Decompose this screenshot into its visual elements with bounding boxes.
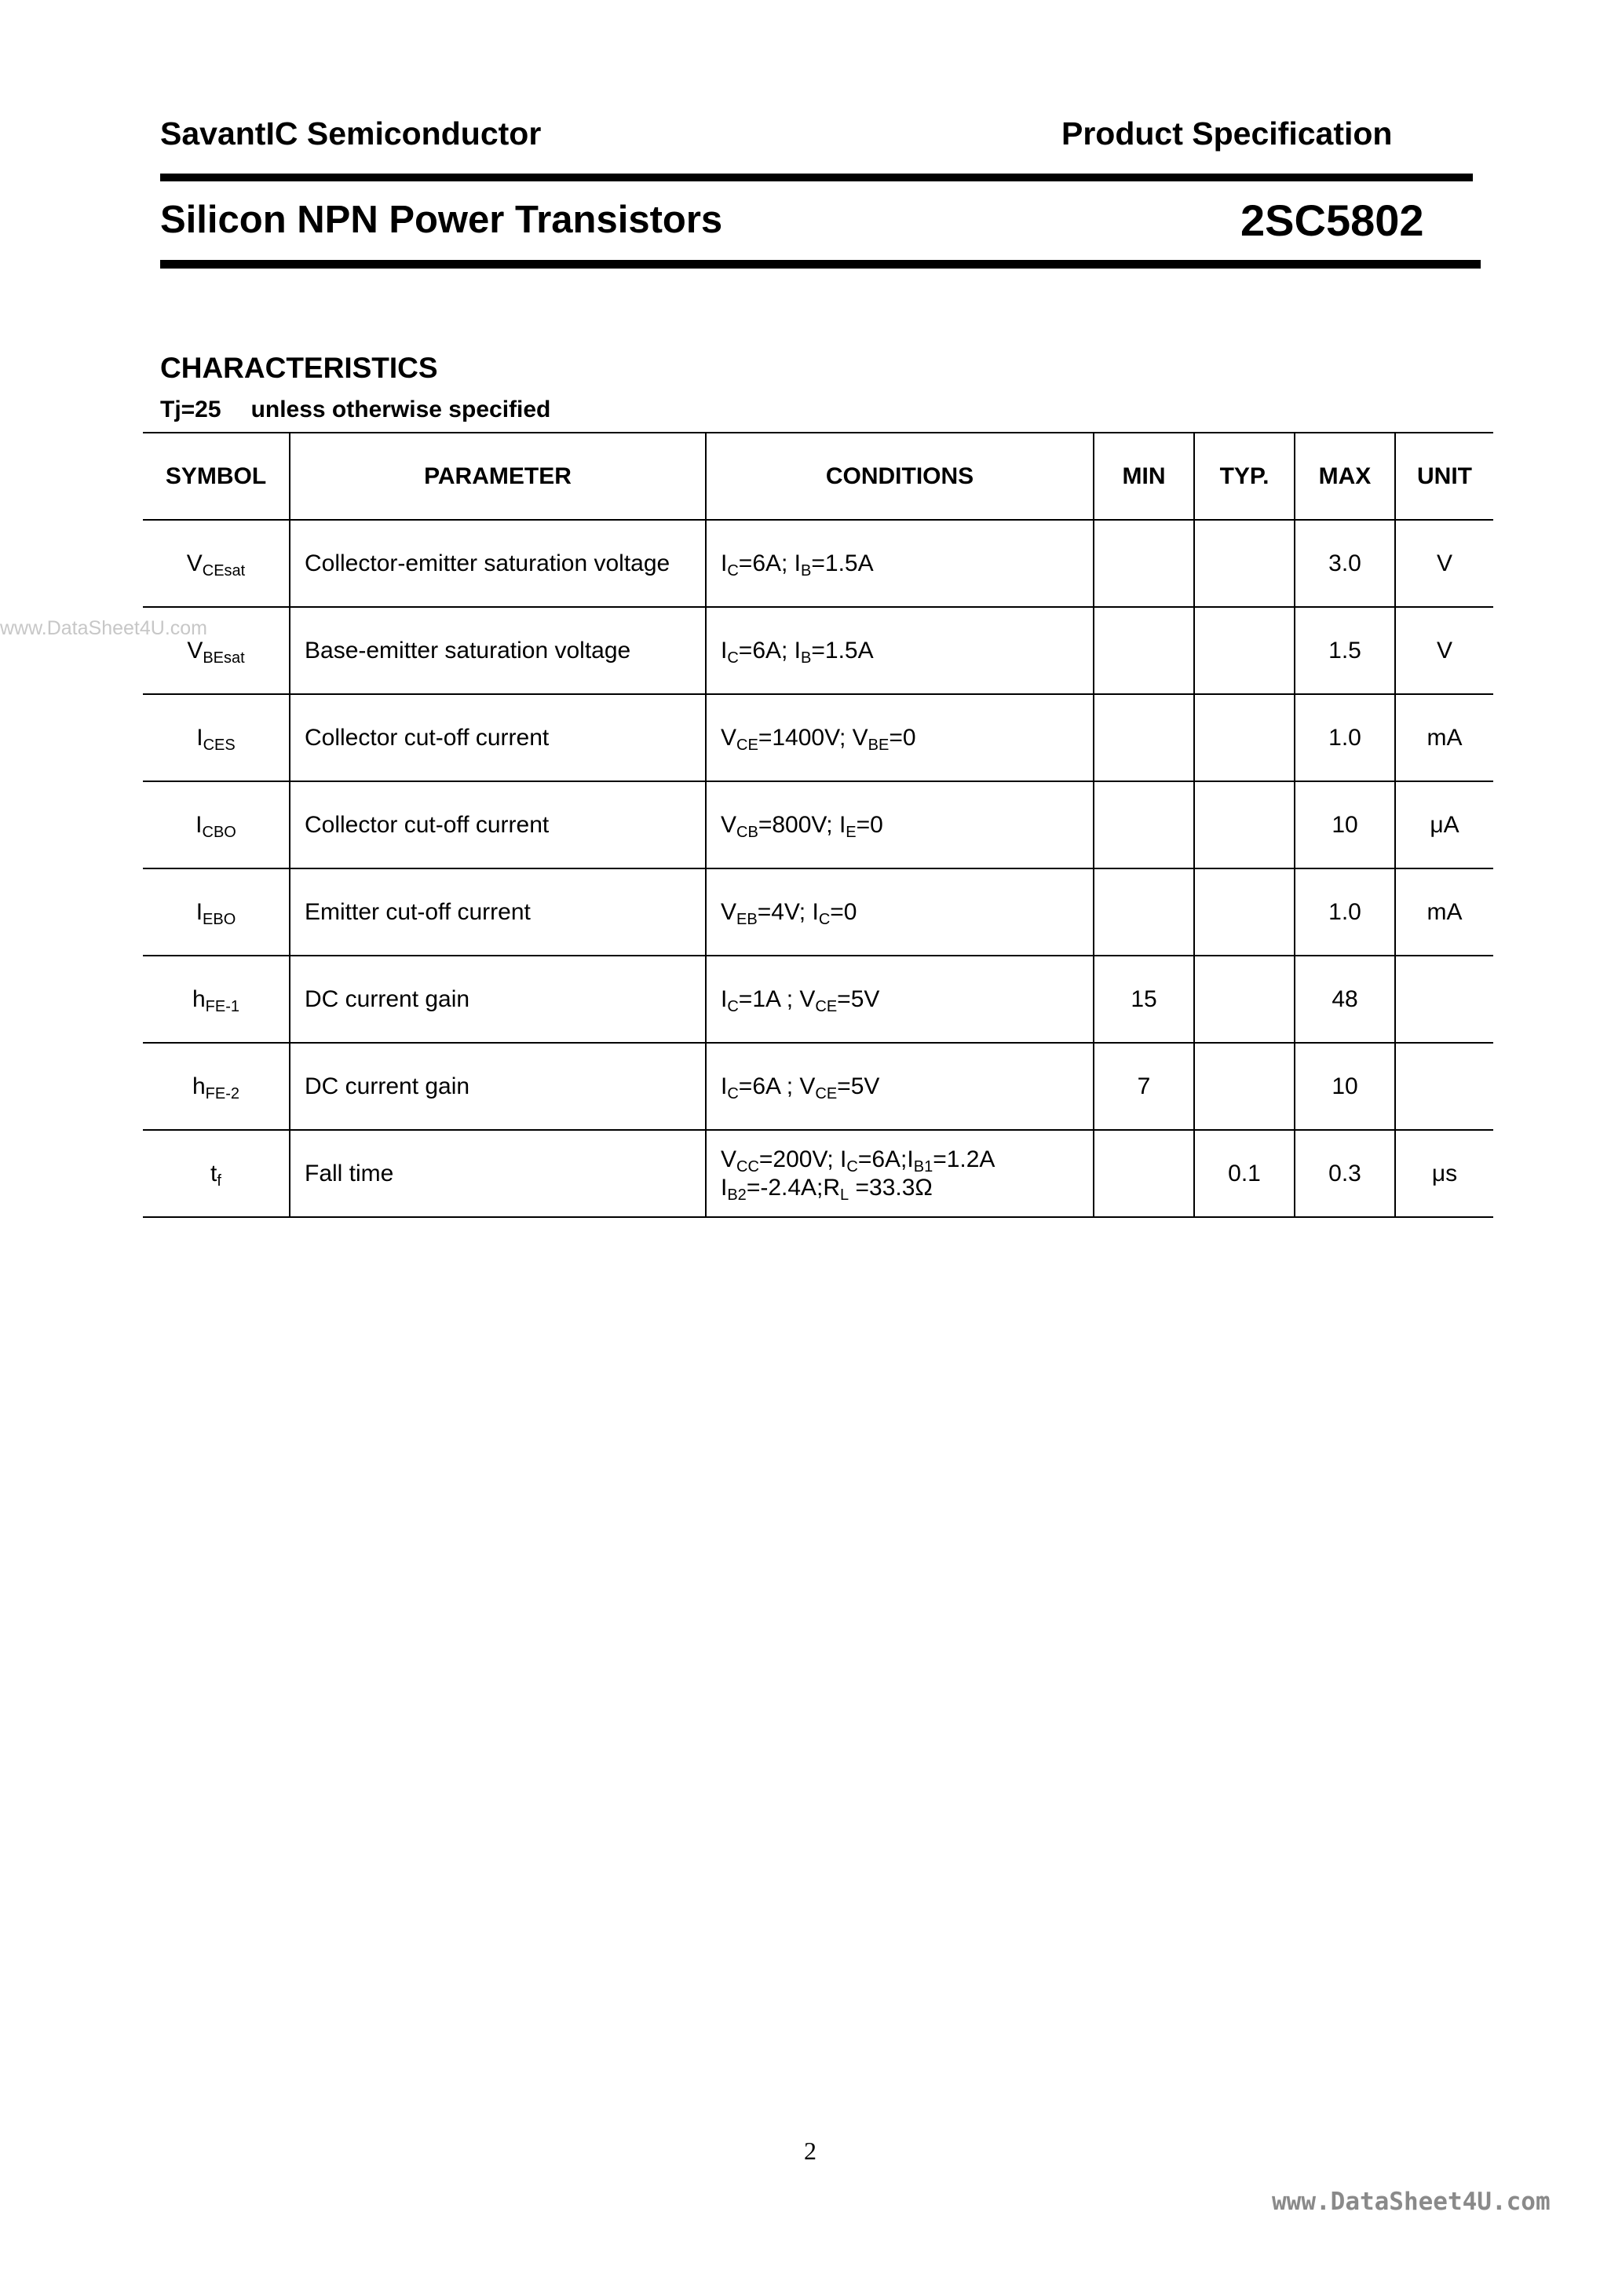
header-rule-bottom <box>160 260 1481 269</box>
header-symbol: SYMBOL <box>143 433 290 520</box>
unit-cell <box>1395 1043 1493 1130</box>
parameter-cell: Collector cut-off current <box>290 781 706 868</box>
header-rule-top <box>160 174 1473 181</box>
part-number: 2SC5802 <box>1240 196 1424 245</box>
max-cell: 1.0 <box>1295 694 1395 781</box>
header-unit: UNIT <box>1395 433 1493 520</box>
parameter-cell: Fall time <box>290 1130 706 1217</box>
parameter-cell: Collector-emitter saturation voltage <box>290 520 706 607</box>
conditions-line-2: $I_{B2}=-2.4A;R_L =33.3\Omega$ <box>721 1174 933 1204</box>
symbol-cell: $t_f$ <box>143 1130 290 1217</box>
unit-cell: mA <box>1395 694 1493 781</box>
table-row <box>143 781 1493 868</box>
watermark-left: www.DataSheet4U.com <box>0 617 208 639</box>
parameter-cell: Base-emitter saturation voltage <box>290 607 706 694</box>
header-min: MIN <box>1094 433 1194 520</box>
parameter-cell: Emitter cut-off current <box>290 868 706 956</box>
table-row <box>143 1043 1493 1130</box>
min-cell: 15 <box>1094 956 1194 1043</box>
min-cell <box>1094 781 1194 868</box>
min-cell <box>1094 1130 1194 1217</box>
symbol-cell: $h_{FE-2}$ <box>143 1043 290 1130</box>
typ-cell <box>1194 520 1295 607</box>
section-title: CHARACTERISTICS <box>160 352 438 384</box>
table-row <box>143 520 1493 607</box>
max-cell: 1.5 <box>1295 607 1395 694</box>
unit-cell: μs <box>1395 1130 1493 1217</box>
table-row <box>143 1130 1493 1217</box>
document-type: Product Specification <box>1061 115 1393 152</box>
product-title: Silicon NPN Power Transistors <box>160 199 723 241</box>
condition-tj: Tj=25 <box>160 397 221 422</box>
unit-cell <box>1395 956 1493 1043</box>
max-cell: 0.3 <box>1295 1130 1395 1217</box>
test-condition <box>160 397 550 423</box>
parameter-cell: DC current gain <box>290 1043 706 1130</box>
unit-cell: V <box>1395 607 1493 694</box>
symbol-cell: $V_{BEsat}$ <box>143 607 290 694</box>
min-cell: 7 <box>1094 1043 1194 1130</box>
min-cell <box>1094 607 1194 694</box>
parameter-cell: DC current gain <box>290 956 706 1043</box>
header-conditions: CONDITIONS <box>706 433 1094 520</box>
min-cell <box>1094 868 1194 956</box>
typ-cell: 0.1 <box>1194 1130 1295 1217</box>
conditions-cell: $I_C=1A$ ; $V_{CE}=5V$ <box>706 956 1094 1043</box>
min-cell <box>1094 520 1194 607</box>
symbol-cell: $I_{EBO}$ <box>143 868 290 956</box>
table-row <box>143 694 1493 781</box>
typ-cell <box>1194 1043 1295 1130</box>
condition-note: unless otherwise specified <box>250 397 551 422</box>
unit-cell: mA <box>1395 868 1493 956</box>
conditions-cell: $V_{CE}=1400V$; $V_{BE}=0$ <box>706 694 1094 781</box>
symbol-cell: $V_{CEsat}$ <box>143 520 290 607</box>
conditions-cell <box>706 1130 1094 1217</box>
conditions-cell: $I_C=6A$; $I_B=1.5A$ <box>706 520 1094 607</box>
table-row <box>143 607 1493 694</box>
table-row <box>143 956 1493 1043</box>
conditions-cell: $V_{CB}=800V$; $I_E=0$ <box>706 781 1094 868</box>
max-cell: 10 <box>1295 781 1395 868</box>
min-cell <box>1094 694 1194 781</box>
page-number: 2 <box>804 2137 816 2165</box>
max-cell: 48 <box>1295 956 1395 1043</box>
max-cell: 3.0 <box>1295 520 1395 607</box>
watermark-bottom[interactable]: www.DataSheet4U.com <box>1272 2188 1551 2216</box>
conditions-cell: $V_{EB}=4V$; $I_C=0$ <box>706 868 1094 956</box>
max-cell: 1.0 <box>1295 868 1395 956</box>
typ-cell <box>1194 607 1295 694</box>
conditions-line-1: $V_{CC}=200V$; $I_C=6A;I_{B1}=1.2A$ <box>721 1146 995 1175</box>
company-name: SavantIC Semiconductor <box>160 115 542 152</box>
unit-cell: V <box>1395 520 1493 607</box>
conditions-cell: $I_C=6A$; $I_B=1.5A$ <box>706 607 1094 694</box>
table-header-row <box>143 433 1493 520</box>
header-parameter: PARAMETER <box>290 433 706 520</box>
table-row <box>143 868 1493 956</box>
characteristics-table <box>143 432 1493 1218</box>
max-cell: 10 <box>1295 1043 1395 1130</box>
symbol-cell: $I_{CES}$ <box>143 694 290 781</box>
symbol-cell: $I_{CBO}$ <box>143 781 290 868</box>
typ-cell <box>1194 781 1295 868</box>
conditions-cell: $I_C=6A$ ; $V_{CE}=5V$ <box>706 1043 1094 1130</box>
parameter-cell: Collector cut-off current <box>290 694 706 781</box>
header-max: MAX <box>1295 433 1395 520</box>
unit-cell: μA <box>1395 781 1493 868</box>
typ-cell <box>1194 694 1295 781</box>
symbol-cell: $h_{FE-1}$ <box>143 956 290 1043</box>
header-typ: TYP. <box>1194 433 1295 520</box>
typ-cell <box>1194 956 1295 1043</box>
typ-cell <box>1194 868 1295 956</box>
